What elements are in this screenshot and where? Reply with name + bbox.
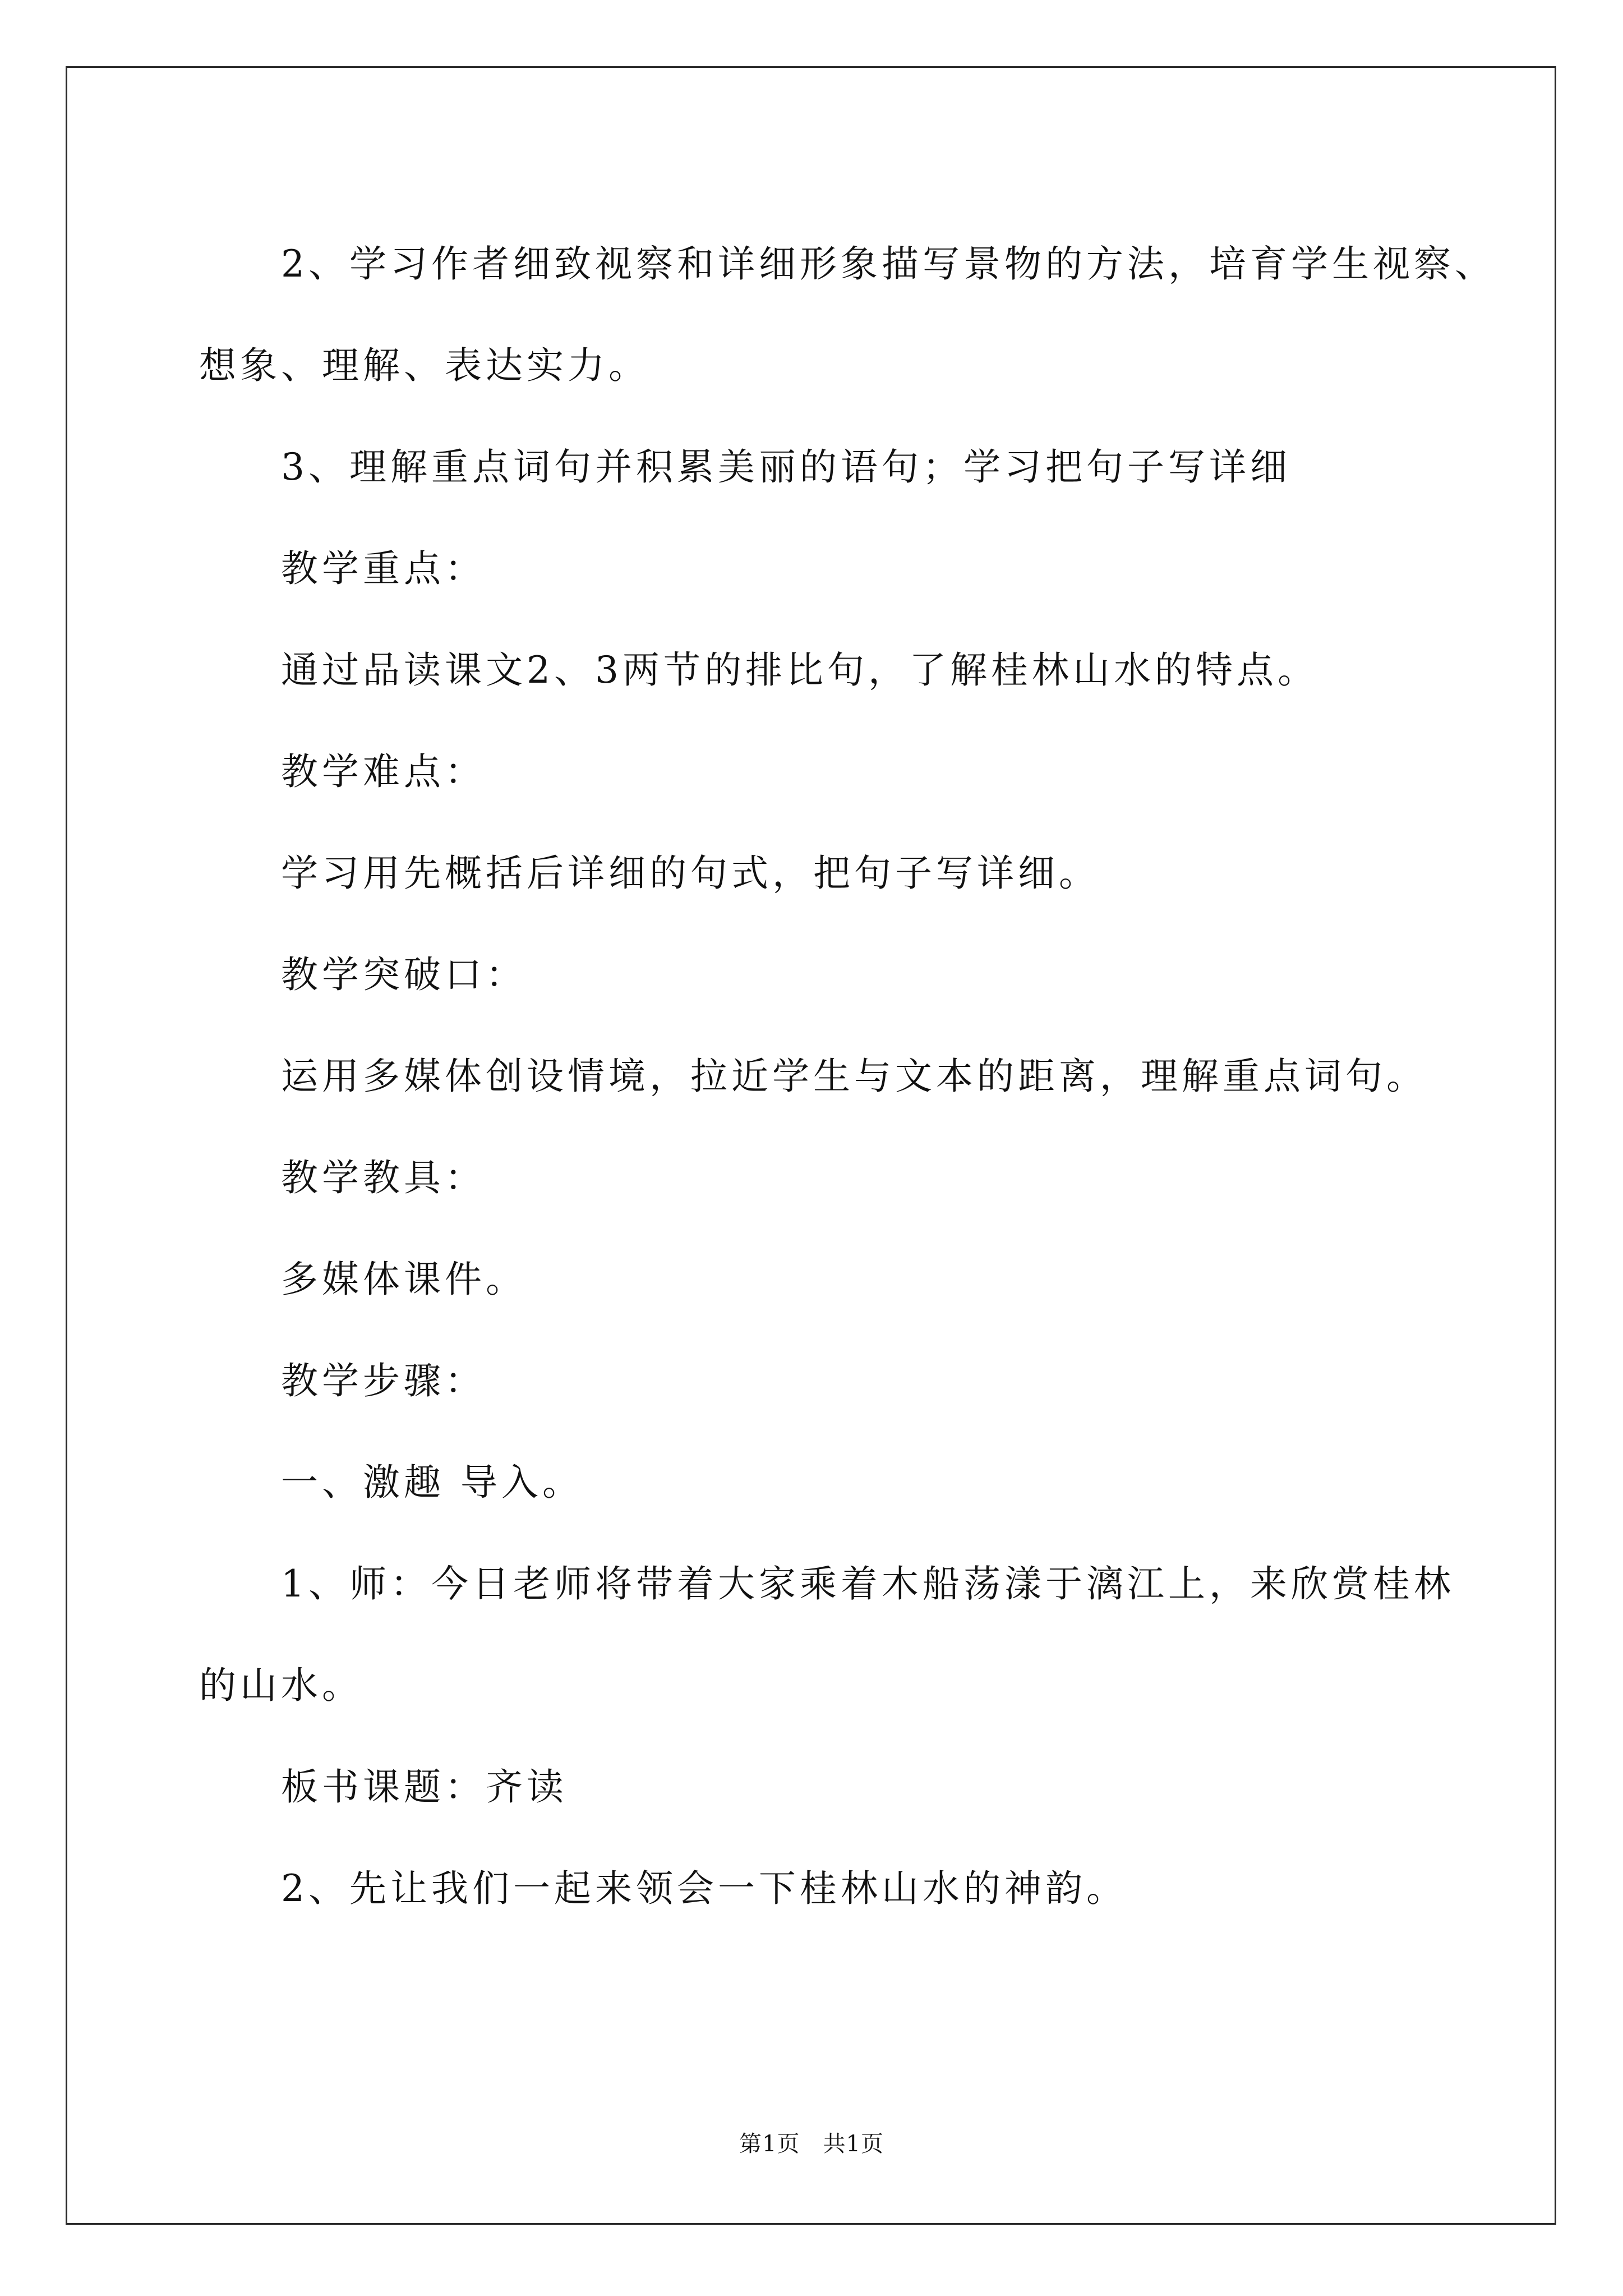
paragraph-step-1-1-line-1: 1、师：今日老师将带着大家乘着木船荡漾于漓江上，来欣赏桂林 [281, 1562, 1455, 1605]
heading-teaching-aids: 教学教具： [281, 1156, 486, 1199]
heading-step-1: 一、激趣 导入。 [281, 1461, 583, 1504]
paragraph-board-title: 板书课题：齐读 [281, 1765, 568, 1809]
document-body [199, 213, 1496, 1939]
page-footer: 第1页 共1页 [739, 2131, 884, 2157]
heading-breakthrough: 教学突破口： [281, 953, 527, 996]
heading-teaching-steps: 教学步骤： [281, 1359, 486, 1402]
heading-teaching-focus: 教学重点： [281, 547, 486, 590]
paragraph-objective-2-line-2: 想象、理解、表达实力。 [199, 344, 649, 387]
paragraph-objective-2-line-1: 2、学习作者细致视察和详细形象描写景物的方法，培育学生视察、 [281, 242, 1496, 286]
paragraph-objective-3: 3、理解重点词句并积累美丽的语句；学习把句子写详细 [281, 445, 1291, 489]
paragraph-step-1-2: 2、先让我们一起来领会一下桂林山水的神韵。 [281, 1867, 1127, 1910]
paragraph-teaching-focus: 通过品读课文2、3两节的排比句，了解桂林山水的特点。 [281, 648, 1318, 692]
paragraph-teaching-difficulty: 学习用先概括后详细的句式，把句子写详细。 [281, 852, 1100, 895]
paragraph-breakthrough: 运用多媒体创设情境，拉近学生与文本的距离，理解重点词句。 [281, 1055, 1427, 1098]
paragraph-teaching-aids: 多媒体课件。 [281, 1258, 527, 1301]
paragraph-step-1-1-line-2: 的山水。 [199, 1664, 363, 1707]
heading-teaching-difficulty: 教学难点： [281, 750, 486, 793]
